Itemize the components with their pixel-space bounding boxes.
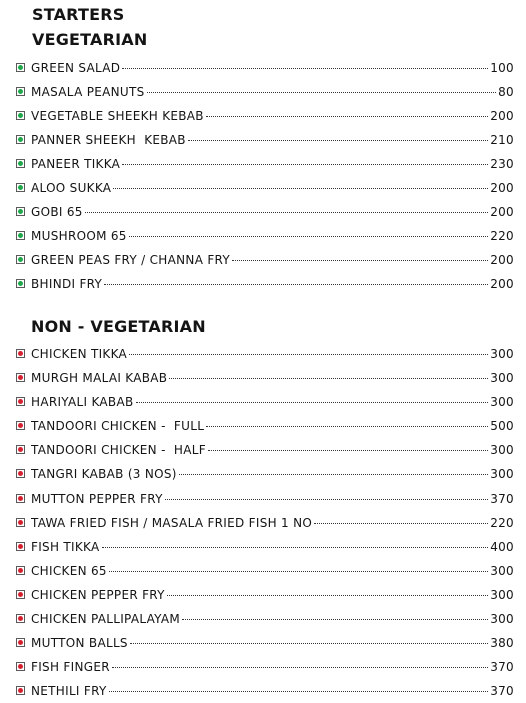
menu-item-name: PANNER SHEEKH KEBAB xyxy=(31,133,186,147)
menu-item-price: 200 xyxy=(490,253,514,267)
menu-item-price: 200 xyxy=(490,109,514,123)
menu-item-line xyxy=(31,342,514,366)
menu-item xyxy=(0,390,526,414)
dotted-leader xyxy=(104,283,488,285)
dotted-leader xyxy=(169,377,488,379)
menu-item-name: PANEER TIKKA xyxy=(31,157,121,171)
non-veg-symbol-icon xyxy=(16,349,25,358)
menu-item xyxy=(0,583,526,607)
menu-item xyxy=(0,104,526,128)
veg-symbol-icon xyxy=(16,135,25,144)
non-veg-symbol-icon xyxy=(16,421,25,430)
menu-item-price: 300 xyxy=(490,443,514,458)
menu-item-line xyxy=(31,56,514,80)
non-veg-symbol-icon xyxy=(16,469,25,478)
menu-item-name: GREEN SALAD xyxy=(31,61,121,75)
menu-item xyxy=(0,438,526,462)
menu-item-price: 220 xyxy=(490,515,514,530)
dotted-leader xyxy=(188,139,488,141)
non-veg-symbol-icon xyxy=(16,638,25,647)
menu-item xyxy=(0,152,526,176)
menu-item-price: 80 xyxy=(498,85,514,99)
menu-item-line xyxy=(31,438,514,462)
menu-item-price: 200 xyxy=(490,205,514,219)
menu-item-name: HARIYALI KABAB xyxy=(31,395,134,410)
menu-item-name: NETHILI FRY xyxy=(31,684,107,699)
menu-item-price: 300 xyxy=(490,563,514,578)
non-veg-symbol-icon xyxy=(16,662,25,671)
section-title-starters: STARTERS xyxy=(32,5,125,24)
menu-item-name: TANGRI KABAB (3 NOS) xyxy=(31,467,177,482)
menu-item-price: 200 xyxy=(490,181,514,195)
veg-symbol-icon xyxy=(16,279,25,288)
menu-item xyxy=(0,414,526,438)
menu-item-name: FISH FINGER xyxy=(31,660,110,675)
non-veg-symbol-icon xyxy=(16,542,25,551)
menu-item-price: 300 xyxy=(490,612,514,627)
menu-item xyxy=(0,342,526,366)
menu-item-line xyxy=(31,559,514,583)
menu-item-price: 100 xyxy=(490,61,514,75)
non-veg-symbol-icon xyxy=(16,686,25,695)
dotted-leader xyxy=(165,498,488,500)
veg-symbol-icon xyxy=(16,207,25,216)
menu-item-name: GREEN PEAS FRY / CHANNA FRY xyxy=(31,253,231,267)
dotted-leader xyxy=(122,67,488,69)
menu-item-price: 500 xyxy=(490,419,514,434)
menu-item-line xyxy=(31,679,514,703)
menu-item-price: 300 xyxy=(490,371,514,386)
menu-item xyxy=(0,679,526,703)
menu-item-price: 210 xyxy=(490,133,514,147)
menu-item-line xyxy=(31,462,514,486)
menu-item-price: 300 xyxy=(490,467,514,482)
menu-item-price: 230 xyxy=(490,157,514,171)
dotted-leader xyxy=(167,594,488,596)
menu-item-line xyxy=(31,272,514,296)
non-veg-symbol-icon xyxy=(16,518,25,527)
menu-item-name: VEGETABLE SHEEKH KEBAB xyxy=(31,109,204,123)
dotted-leader xyxy=(109,690,489,692)
menu-item xyxy=(0,487,526,511)
menu-item-line xyxy=(31,224,514,248)
veg-symbol-icon xyxy=(16,231,25,240)
menu-item xyxy=(0,511,526,535)
menu-item xyxy=(0,462,526,486)
menu-item xyxy=(0,607,526,631)
dotted-leader xyxy=(113,187,488,189)
menu-item-price: 200 xyxy=(490,277,514,291)
menu-item xyxy=(0,559,526,583)
menu-item-line xyxy=(31,366,514,390)
menu-item-name: GOBI 65 xyxy=(31,205,83,219)
menu-item-line xyxy=(31,487,514,511)
dotted-leader xyxy=(206,425,488,427)
menu-item-price: 370 xyxy=(490,491,514,506)
dotted-leader xyxy=(179,473,488,475)
menu-item-line xyxy=(31,607,514,631)
dotted-leader xyxy=(232,259,488,261)
menu-item-name: CHICKEN 65 xyxy=(31,563,107,578)
veg-symbol-icon xyxy=(16,111,25,120)
menu-item-name: MUTTON PEPPER FRY xyxy=(31,491,163,506)
menu-item-name: CHICKEN TIKKA xyxy=(31,347,128,361)
menu-item-line xyxy=(31,583,514,607)
veg-symbol-icon xyxy=(16,87,25,96)
menu-item xyxy=(0,655,526,679)
menu-item-price: 370 xyxy=(490,660,514,675)
menu-item-line xyxy=(31,248,514,272)
menu-item-name: TANDOORI CHICKEN - FULL xyxy=(31,419,205,434)
menu-item-line xyxy=(31,655,514,679)
menu-item-line xyxy=(31,152,514,176)
menu-item-line xyxy=(31,200,514,224)
non-veg-symbol-icon xyxy=(16,373,25,382)
dotted-leader xyxy=(109,570,488,572)
dotted-leader xyxy=(102,546,489,548)
dotted-leader xyxy=(122,163,488,165)
menu-item-name: MASALA PEANUTS xyxy=(31,85,145,99)
menu-item-name: TAWA FRIED FISH / MASALA FRIED FISH 1 NO xyxy=(31,515,313,530)
section-title-vegetarian: VEGETARIAN xyxy=(32,30,148,49)
menu-item-name: CHICKEN PEPPER FRY xyxy=(31,587,165,602)
dotted-leader xyxy=(112,666,488,668)
menu-item-line xyxy=(31,631,514,655)
non-veg-symbol-icon xyxy=(16,614,25,623)
dotted-leader xyxy=(206,115,488,117)
menu-item-name: MUTTON BALLS xyxy=(31,636,128,651)
non-veg-symbol-icon xyxy=(16,590,25,599)
veg-symbol-icon xyxy=(16,183,25,192)
menu-item xyxy=(0,248,526,272)
menu-item-price: 300 xyxy=(490,347,514,361)
menu-item xyxy=(0,128,526,152)
dotted-leader xyxy=(130,642,488,644)
menu-item-line xyxy=(31,176,514,200)
menu-item-price: 400 xyxy=(490,539,514,554)
dotted-leader xyxy=(85,211,488,213)
dotted-leader xyxy=(147,91,497,93)
menu-item-line xyxy=(31,414,514,438)
menu-item-price: 300 xyxy=(490,587,514,602)
veg-symbol-icon xyxy=(16,255,25,264)
dotted-leader xyxy=(208,449,488,451)
section-title-non-vegetarian: NON - VEGETARIAN xyxy=(31,317,206,336)
menu-item xyxy=(0,56,526,80)
menu-item-line xyxy=(31,390,514,414)
veg-symbol-icon xyxy=(16,63,25,72)
dotted-leader xyxy=(129,353,488,355)
menu-item-name: FISH TIKKA xyxy=(31,539,100,554)
menu-item xyxy=(0,80,526,104)
non-vegetarian-items-list xyxy=(0,342,526,703)
menu-item-name: MUSHROOM 65 xyxy=(31,229,127,243)
menu-item-line xyxy=(31,511,514,535)
menu-item xyxy=(0,200,526,224)
menu-item-price: 370 xyxy=(490,684,514,699)
menu-item-name: CHICKEN PALLIPALAYAM xyxy=(31,612,181,627)
non-veg-symbol-icon xyxy=(16,566,25,575)
dotted-leader xyxy=(182,618,488,620)
menu-item xyxy=(0,535,526,559)
menu-item xyxy=(0,272,526,296)
dotted-leader xyxy=(136,401,489,403)
menu-item-line xyxy=(31,128,514,152)
menu-item-name: MURGH MALAI KABAB xyxy=(31,371,168,386)
menu-item xyxy=(0,631,526,655)
veg-symbol-icon xyxy=(16,159,25,168)
dotted-leader xyxy=(314,522,488,524)
vegetarian-items-list xyxy=(0,56,526,296)
menu-item xyxy=(0,176,526,200)
menu-item-name: ALOO SUKKA xyxy=(31,181,112,195)
non-veg-symbol-icon xyxy=(16,445,25,454)
non-veg-symbol-icon xyxy=(16,494,25,503)
menu-item xyxy=(0,366,526,390)
menu-item-name: TANDOORI CHICKEN - HALF xyxy=(31,443,206,458)
menu-item-price: 220 xyxy=(490,229,514,243)
menu-item xyxy=(0,224,526,248)
menu-item-price: 300 xyxy=(490,395,514,410)
menu-item-line xyxy=(31,80,514,104)
dotted-leader xyxy=(129,235,488,237)
non-veg-symbol-icon xyxy=(16,397,25,406)
menu-item-price: 380 xyxy=(490,636,514,651)
menu-item-name: BHINDI FRY xyxy=(31,277,103,291)
menu-item-line xyxy=(31,535,514,559)
menu-item-line xyxy=(31,104,514,128)
